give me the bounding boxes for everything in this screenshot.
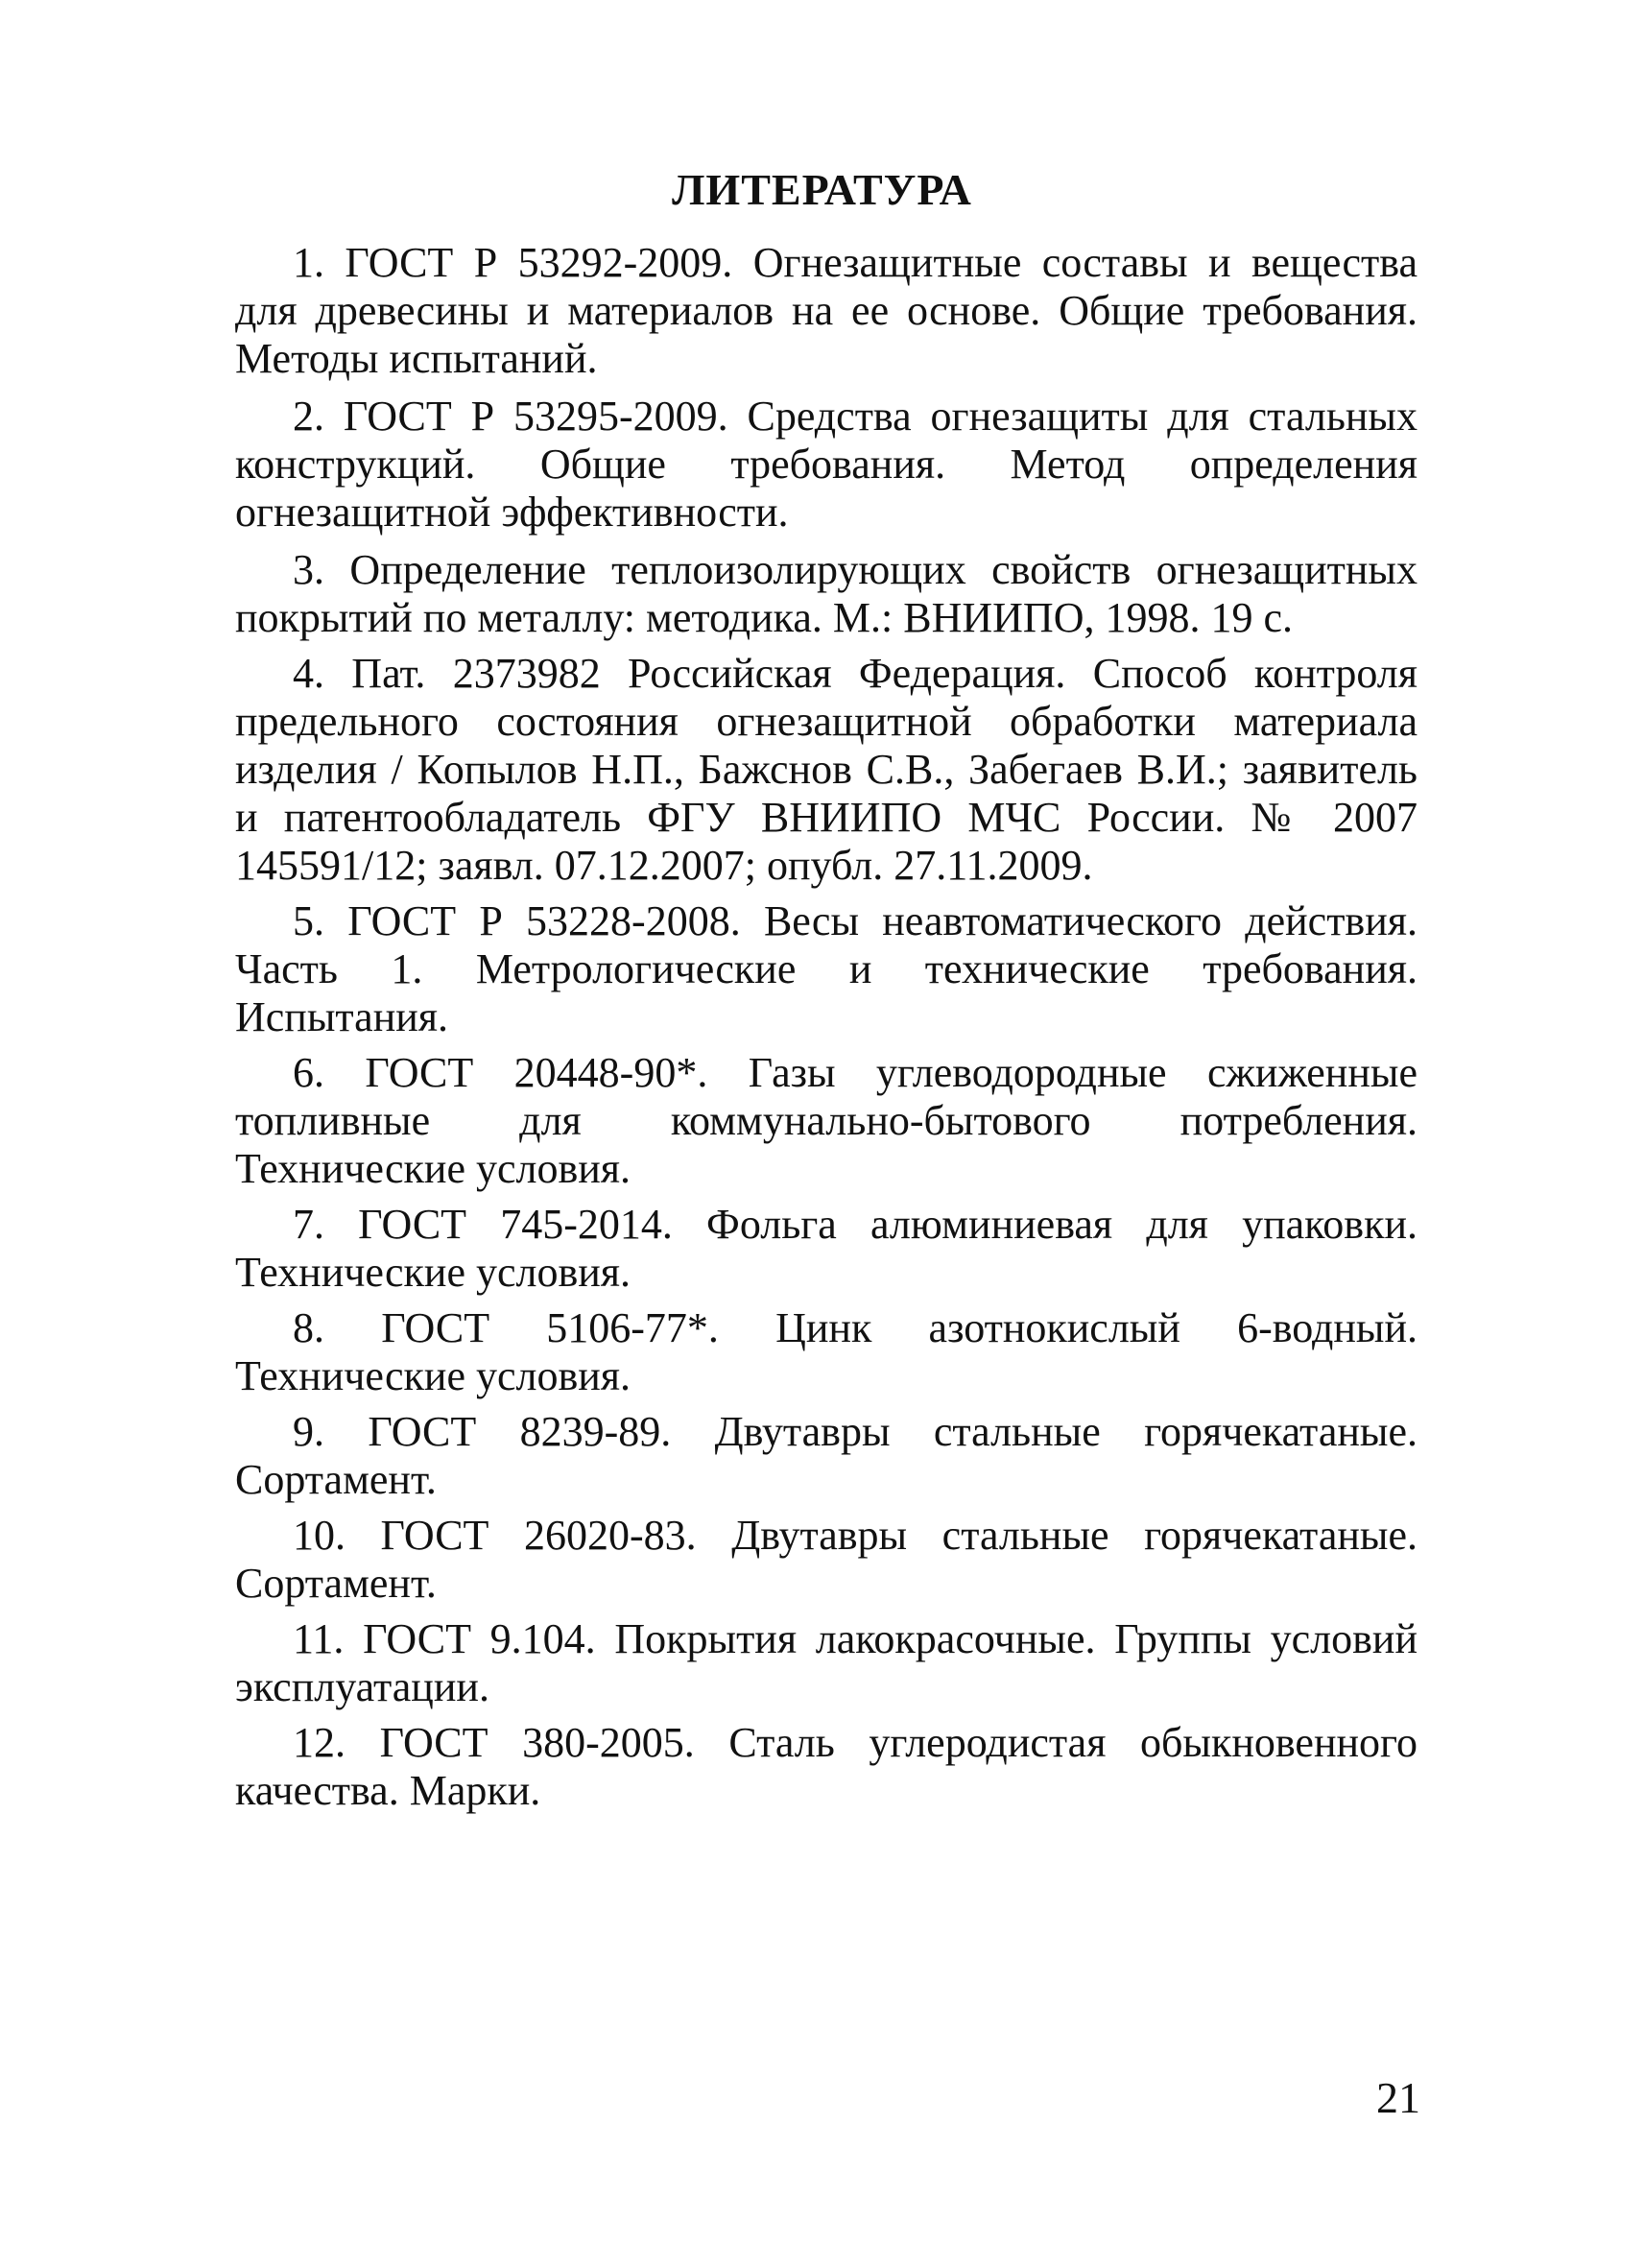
reference-item: 2. ГОСТ Р 53295-2009. Средства огнезащиты для стальных конструкций. Общие требования. Метод определения огнезащитной эффективности. <box>235 393 1418 536</box>
reference-item: 6. ГОСТ 20448-90*. Газы углеводородные сжиженные топливные для коммунально-бытового потребления. Технические условия. <box>235 1049 1418 1192</box>
reference-item: 10. ГОСТ 26020-83. Двутавры стальные горячекатаные. Сортамент. <box>235 1512 1418 1607</box>
page-number: 21 <box>1376 2073 1420 2122</box>
reference-item: 8. ГОСТ 5106-77*. Цинк азотнокислый 6-водный. Технические условия. <box>235 1304 1418 1399</box>
reference-item: 3. Определение теплоизолирующих свойств огнезащитных покрытий по металлу: методика. М.: ВНИИПО, 1998. 19 с. <box>235 546 1418 641</box>
reference-item: 5. ГОСТ Р 53228-2008. Весы неавтоматического действия. Часть 1. Метрологические и технические требования. Испытания. <box>235 897 1418 1040</box>
reference-item: 4. Пат. 2373982 Российская Федерация. Способ контроля предельного состояния огнезащитной обработки материала изделия / Копылов Н.П., Бажснов С.В., Забегаев В.И.; заявитель и патентообладатель ФГУ ВНИИПО МЧС России. № 2007 145591/12; заявл. 07.12.2007; опубл. 27.11.2009. <box>235 650 1418 889</box>
reference-item: 11. ГОСТ 9.104. Покрытия лакокрасочные. Группы условий эксплуатации. <box>235 1615 1418 1710</box>
reference-list <box>235 239 1418 1815</box>
page-title: ЛИТЕРАТУРА <box>672 165 972 214</box>
reference-item: 7. ГОСТ 745-2014. Фольга алюминиевая для упаковки. Технические условия. <box>235 1201 1418 1296</box>
reference-item: 12. ГОСТ 380-2005. Сталь углеродистая обыкновенного качества. Марки. <box>235 1719 1418 1814</box>
reference-item: 9. ГОСТ 8239-89. Двутавры стальные горячекатаные. Сортамент. <box>235 1408 1418 1503</box>
reference-item: 1. ГОСТ Р 53292-2009. Огнезащитные составы и вещества для древесины и материалов на ее основе. Общие требования. Методы испытаний. <box>235 239 1418 382</box>
